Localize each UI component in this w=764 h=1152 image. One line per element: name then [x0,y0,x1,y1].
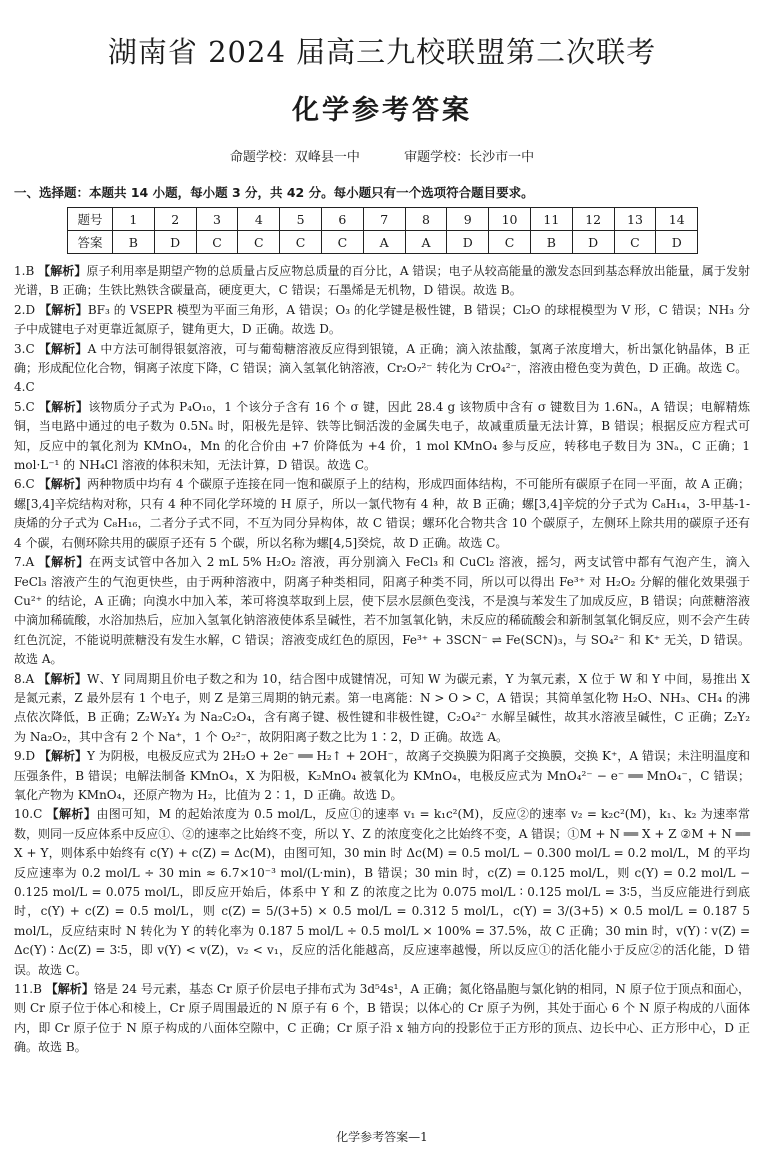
question-number: 11 [530,208,572,231]
item-text: 在两支试管中各加入 2 mL 5% H₂O₂ 溶液，再分别滴入 FeCl₃ 和 CuCl₂ 溶液，摇匀，两支试管中都有气泡产生，滴入 FeCl₃ 溶液产生的气泡更快些，由于两种溶液中，阴离子种类相同，阳离子种类不同，所以可以得出 Fe³⁺ 对 H₂O₂ 分解的催化效果强于 Cu²⁺ 的结论，A 正确；向溴水中加入苯，苯可将溴萃取到上层，使下层水层颜色变浅，不是溴与苯发生了加成反应，B 错误；向蔗糖溶液中滴加稀硫酸，水浴加热后，应加入氢氧化钠溶液使体系呈碱性，若不加氢氧化钠，未反应的稀硫酸会和新制氢氧化铜反应，则不会产生砖红色沉淀，不能说明蔗糖没有发生水解，C 错误；溶液变成红色的原因，Fe³⁺ + 3SCN⁻ ⇌ Fe(SCN)₃，与 SO₄²⁻ 和 K⁺ 无关，D 错误。故选 A。 [14,555,750,667]
analysis-tag: 【解析】 [38,264,87,278]
item-number: 2.D [14,302,36,317]
item-number: 4.C [14,380,35,395]
analysis-tag: 【解析】 [45,982,94,997]
explanations [14,262,750,1058]
explanation-item [14,475,750,553]
question-number: 6 [321,208,363,231]
item-number: 8.A [14,671,35,686]
answer-table-answer-row [68,231,698,254]
explanation-item [14,340,750,379]
question-number: 4 [238,208,280,231]
answer-cell: B [113,231,155,254]
setter-school: 命题学校：双峰县一中 [229,150,360,165]
section-heading: 一、选择题：本题共 14 小题，每小题 3 分，共 42 分。每小题只有一个选项符合题目要求。 [14,185,534,200]
question-number: 1 [113,208,155,231]
item-number: 11.B [14,982,42,997]
analysis-tag: 【解析】 [38,749,88,764]
reviewer-school: 审题学校：长沙市一中 [404,150,535,165]
item-text: 铬是 24 号元素，基态 Cr 原子价层电子排布式为 3d⁵4s¹，A 正确；氮化铬晶胞与氯化钠的相同，N 原子位于顶点和面心，则 Cr 原子位于体心和棱上，Cr 原子周围最近的 N 原子有 6 个，B 错误；以体心的 Cr 原子为例，其处于面心 6 个 N 原子构成的八面体内，即 Cr 原子位于 N 原子构成的八面体空隙中，C 正确；Cr 原子沿 x 轴方向的投影位于正方形的顶点、边长中心、正方形中心，D 正确。故选 B。 [14,982,750,1055]
question-number: 13 [614,208,656,231]
question-number: 9 [447,208,489,231]
question-number: 3 [196,208,238,231]
explanation-item [14,805,750,980]
item-number: 10.C [14,807,43,822]
analysis-tag: 【解析】 [39,302,88,317]
answer-cell: A [363,231,405,254]
question-number: 8 [405,208,447,231]
question-number: 14 [656,208,698,231]
answer-cell: C [614,231,656,254]
item-number: 9.D [14,749,36,764]
answer-cell: C [489,231,531,254]
explanation-item [14,980,750,1058]
explanation-item [14,670,750,748]
analysis-tag: 【解析】 [38,477,88,492]
page-title: 湖南省 2024 届高三九校联盟第二次联考 [107,35,657,69]
page-subtitle: 化学参考答案 [292,95,472,126]
item-text: 由图可知，M 的起始浓度为 0.5 mol/L，反应①的速率 v₁ = k₁c²(M)，反应②的速率 v₂ = k₂c²(M)，k₁、k₂ 为速率常数，则同一反应体系中反应①、②的速率之比始终不变，所以 Y、Z 的浓度变化之比始终不变，A 错误；①M + N ══ X + Z ②M + N ══ X + Y，则体系中始终有 c(Y) + c(Z) = Δc(M)，由图可知，30 min 时 Δc(M) = 0.5 mol/L − 0.300 mol/L = 0.2 mol/L，M 的平均反应速率为 0.2 mol/L ÷ 30 min ≈ 6.7×10⁻³ mol/(L·min)，B 错误；30 min 时，c(Z) = 0.125 mol/L，则 c(Y) = 0.2 mol/L − 0.125 mol/L = 0.075 mol/L，即反应开始后，体系中 Y 和 Z 的浓度之比为 0.075 mol/L ∶ 0.125 mol/L = 3∶5，当反应能进行到底时，c(Y) + c(Z) = 0.5 mol/L，则 c(Z) = 5/(3+5) × 0.5 mol/L = 0.312 5 mol/L，c(Y) = 3/(3+5) × 0.5 mol/L = 0.187 5 mol/L，反应结束时 N 转化为 Y 的转化率为 0.187 5 mol/L ÷ 0.5 mol/L × 100% = 37.5%，故 C 正确；30 min 时，v(Y) ∶ v(Z) = Δc(Y) ∶ Δc(Z) = 3∶5，即 v(Y) < v(Z)，v₂ < v₁，反应的活化能越高，反应速率越慢，所以反应①的活化能小于反应②的活化能，D 错误。故选 C。 [14,807,750,977]
answer-table-number-row [68,208,698,231]
row-label-number: 题号 [68,208,113,231]
answer-cell: A [405,231,447,254]
analysis-tag: 【解析】 [38,555,89,570]
item-number: 7.A [14,555,35,570]
analysis-tag: 【解析】 [38,399,89,414]
explanation-item [14,262,750,301]
answer-cell: D [154,231,196,254]
answer-cell: C [321,231,363,254]
item-number: 3.C [14,341,35,356]
item-text: 两种物质中均有 4 个碳原子连接在同一饱和碳原子上的结构，形成四面体结构，不可能所有碳原子在同一平面，故 A 正确；螺[3,4]辛烷结构对称，只有 4 种不同化学环境的 H 原子，所以一氯代物有 4 种，故 B 正确；螺[3,4]辛烷的分子式为 C₈H₁₄，3-甲基-1-庚烯的分子式为 C₈H₁₆，二者分子式不同，不互为同分异构体，故 C 错误；螺环化合物共含 10 个碳原子，左侧环上除共用的碳原子还有 4 个碳，右侧环除共用的碳原子还有 5 个碳，所以名称为螺[4,5]癸烷，故 D 正确。故选 C。 [14,477,750,550]
explanation-item [14,398,750,476]
item-text: A 中方法可制得银氨溶液，可与葡萄糖溶液反应得到银镜，A 正确；滴入浓盐酸，氯离子浓度增大，析出氯化钠晶体，B 正确；形成配位化合物，铜离子浓度下降，C 错误；滴入氢氧化钠溶液，Cr₂O₇²⁻ 转化为 CrO₄²⁻，溶液由橙色变为黄色，D 正确。故选 C。 [14,341,750,376]
answer-cell: D [572,231,614,254]
question-number: 12 [572,208,614,231]
school-info [0,146,764,165]
answer-table [67,207,698,254]
answer-cell: D [447,231,489,254]
item-number: 5.C [14,399,35,414]
item-text: 原子利用率是期望产物的总质量占反应物总质量的百分比，A 错误；电子从较高能量的激发态回到基态释放出能量，属于发射光谱，B 正确；生铁比熟铁含碳量高，硬度更大，C 错误；石墨烯是无机物，D 错误。故选 B。 [14,264,750,298]
explanation-item [14,301,750,340]
page-footer: 化学参考答案—1 [336,1130,428,1144]
answer-cell: C [238,231,280,254]
analysis-tag: 【解析】 [38,671,88,686]
answer-cell: B [530,231,572,254]
explanation-item [14,553,750,669]
analysis-tag: 【解析】 [46,807,97,822]
question-number: 2 [154,208,196,231]
answer-cell: C [280,231,322,254]
item-text: Y 为阴极，电极反应式为 2H₂O + 2e⁻ ══ H₂↑ + 2OH⁻，故离子交换膜为阳离子交换膜，交换 K⁺，A 错误；未注明温度和压强条件，B 错误；电解法制备 KMnO₄，X 为阳极，K₂MnO₄ 被氧化为 KMnO₄，电极反应式为 MnO₄²⁻ − e⁻ ══ MnO₄⁻，C 错误；氧化产物为 KMnO₄，还原产物为 H₂，比值为 2∶1，D 正确。故选 D。 [14,749,750,802]
question-number: 7 [363,208,405,231]
item-number: 1.B [14,264,35,278]
answer-cell: D [656,231,698,254]
explanation-item [14,378,750,397]
item-text: W、Y 同周期且价电子数之和为 10，结合图中成键情况，可知 W 为碳元素，Y 为氧元素，X 位于 W 和 Y 中间，易推出 X 是氮元素，Z 最外层有 1 个电子，则 Z 是第三周期的钠元素。第一电离能：N > O > C，A 错误；其简单氢化物 H₂O、NH₃、CH₄ 的沸点依次降低，B 正确；Z₂W₂Y₄ 为 Na₂C₂O₄，含有离子键、极性键和非极性键，C₂O₄²⁻ 水解呈碱性，故其水溶液呈碱性，C 正确；Z₂Y₂ 为 Na₂O₂，其中含有 2 个 Na⁺，1 个 O₂²⁻，故阴阳离子数之比为 1∶2，D 正确。故选 A。 [14,671,750,744]
explanation-item [14,747,750,805]
row-label-answer: 答案 [68,231,113,254]
question-number: 5 [280,208,322,231]
analysis-tag: 【解析】 [38,341,88,356]
item-text: 该物质分子式为 P₄O₁₀，1 个该分子含有 16 个 σ 键，因此 28.4 g 该物质中含有 σ 键数目为 1.6Nₐ，A 错误；电解精炼铜，当电路中通过的电子数为 0.5Nₐ 时，阳极先是锌、铁等比铜活泼的金属失电子，故减重质量无法计算，B 错误；根据反应方程式可知，反应中的氧化剂为 KMnO₄，Mn 的化合价由 +7 价降低为 +4 价，1 mol KMnO₄ 参与反应，转移电子数目为 3Nₐ，C 正确；1 mol·L⁻¹ 的 NH₄Cl 溶液的体积未知，无法计算，D 错误。故选 C。 [14,399,750,473]
item-number: 6.C [14,477,35,492]
answer-cell: C [196,231,238,254]
item-text: BF₃ 的 VSEPR 模型为平面三角形，A 错误；O₃ 的化学键是极性键，B 错误；Cl₂O 的球棍模型为 V 形，C 错误；NH₃ 分子中成键电子对更靠近氮原子，键角更大，D 正确。故选 D。 [14,302,750,337]
question-number: 10 [489,208,531,231]
